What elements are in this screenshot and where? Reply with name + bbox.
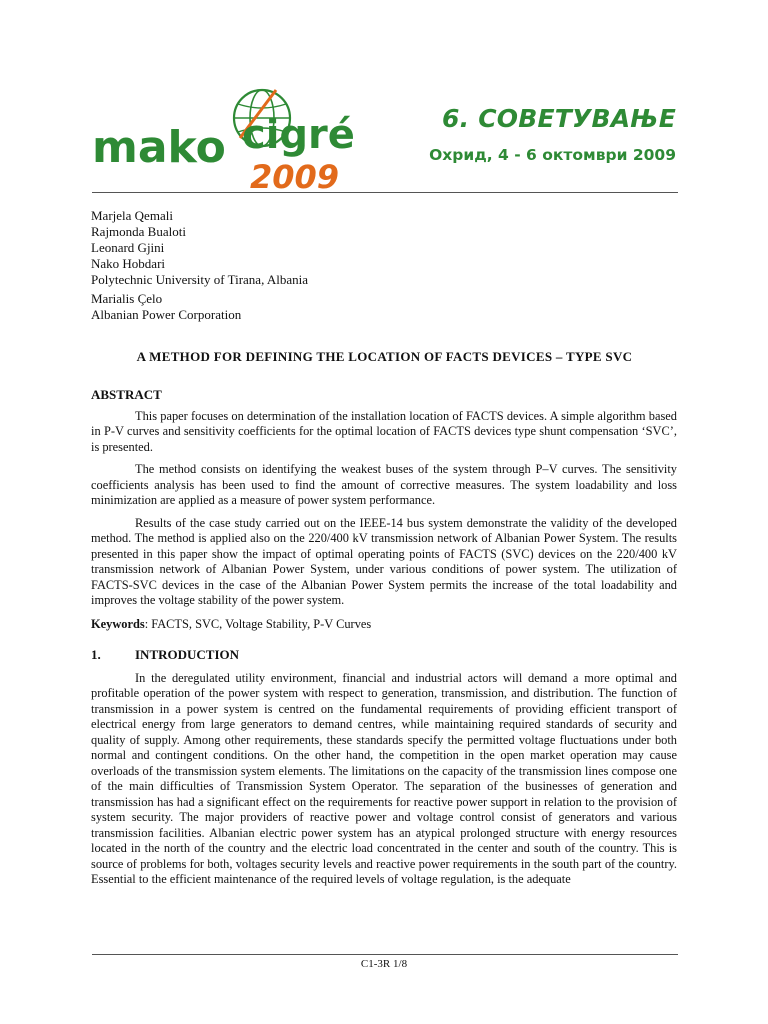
keywords-label: Keywords <box>91 616 145 631</box>
footer-divider <box>92 954 678 955</box>
section-title: INTRODUCTION <box>135 647 240 662</box>
keywords-line <box>91 617 677 633</box>
keywords-text: : FACTS, SVC, Voltage Stability, P-V Curves <box>144 616 372 631</box>
mako-cigre-logo <box>90 76 370 194</box>
author-name: Marjela Qemali <box>91 208 173 223</box>
introduction-heading <box>91 647 677 663</box>
author-affiliation: Polytechnic University of Tirana, Albania <box>91 272 309 287</box>
header-divider <box>92 192 678 193</box>
paper-body <box>91 387 677 888</box>
conference-subtitle: Охрид, 4 - 6 октомври 2009 <box>429 146 676 164</box>
author-name: Rajmonda Bualoti <box>91 224 186 239</box>
logo-cigre-text: cigré <box>242 112 355 158</box>
page-footer: C1-3R 1/8 <box>360 958 408 970</box>
section-number: 1. <box>91 647 101 662</box>
abstract-paragraph: The method consists on identifying the weakest buses of the system through P–V curves. The sensitivity coefficients analysis has been used to find the amount of corrective measures. The system loadability and loss minimization are applied as a measure of power system performance. <box>91 462 677 507</box>
paper-title: A METHOD FOR DEFINING THE LOCATION OF FACTS DEVICES – TYPE SVC <box>136 349 633 364</box>
author-name: Leonard Gjini <box>91 240 165 255</box>
logo-year-text: 2009 <box>250 158 340 194</box>
logo-mako-text: mako <box>92 122 226 173</box>
author-block <box>91 208 308 323</box>
author-name: Marialis Çelo <box>91 291 163 306</box>
introduction-paragraph: In the deregulated utility environment, financial and industrial actors will demand a more optimal and profitable operation of the power system with respect to generation, transmission, and distribution. The function of transmission in a power system is centred on the fundamental requirements of providing efficient transport of electrical energy from large generators to demand centres, while maintaining required standards of security and quality of supply. Among other requirements, these standards specify the permitted voltage fluctuations under both normal and contingent conditions. On the other hand, the competition in the open market operation may cause overloads of the transmission system elements. The limitations on the capacity of the transmission lines compose one of the main difficulties of Transmission System Operator. The separation of the businesses of generation and transmission has had a significant effect on the requirements for reactive power support in relation to the provision of system security. The major providers of reactive power and voltage control consist of generators and various transmission facilities. Albanian electric power system has an atypical prolonged structure with energy resources located in the north of the country and the electric load concentrated in the center and south of the country. This is source of problems for both, voltages security levels and reactive power requirements in the south part of the country. Essential to the efficient maintenance of the required levels of voltage regulation, is the adequate <box>91 670 677 886</box>
abstract-paragraph: This paper focuses on determination of the installation location of FACTS devices. A simple algorithm based in P-V curves and sensitivity coefficients for the optimal location of FACTS devices type shunt compensation ‘SVC’, is presented. <box>91 408 677 454</box>
abstract-paragraph: Results of the case study carried out on the IEEE-14 bus system demonstrate the validity of the developed method. The method is applied also on the 220/400 kV transmission network of Albanian Power System. The results presented in this paper show the impact of optimal operating points of FACTS (SVC) devices on the 220/400 kV transmission network of Albanian Power System, under various conditions of power system. The utilization of FACTS-SVC devices in the case of the Albanian Power System permits the increase of the total loadability and improves the voltage stability of the power system. <box>91 515 677 607</box>
abstract-heading: ABSTRACT <box>91 387 162 402</box>
conference-title: 6. СОВЕТУВАЊЕ <box>442 104 676 133</box>
author-affiliation: Albanian Power Corporation <box>91 307 242 322</box>
author-name: Nako Hobdari <box>91 256 166 271</box>
